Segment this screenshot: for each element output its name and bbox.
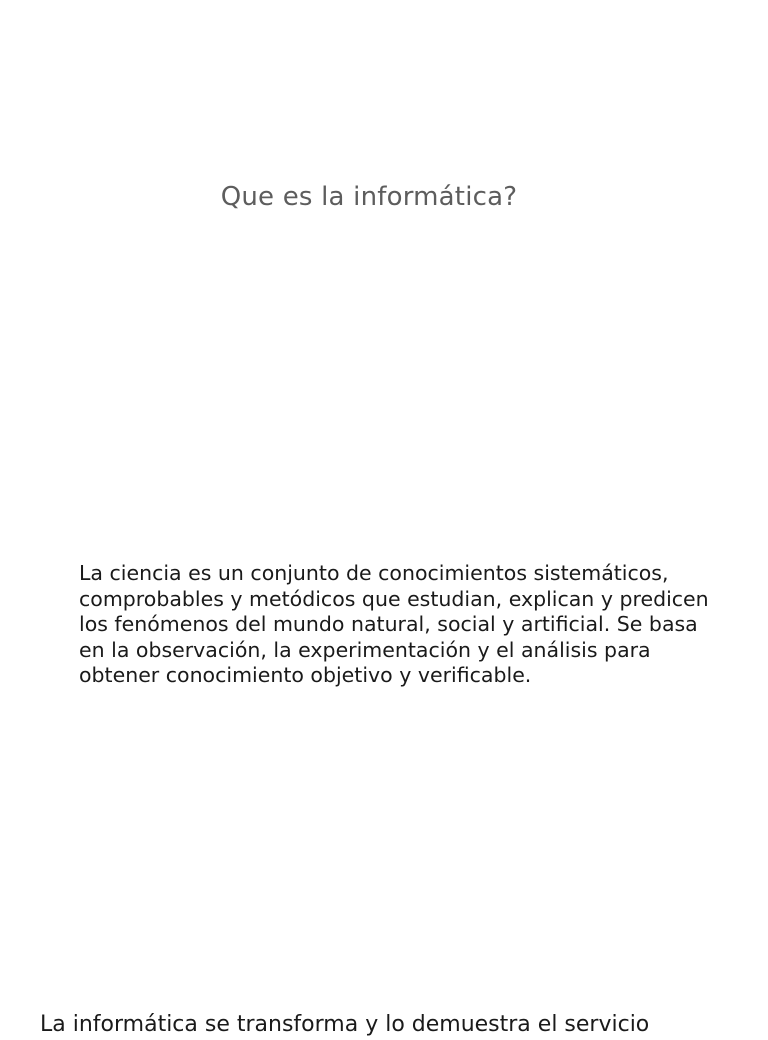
science-definition-paragraph: La ciencia es un conjunto de conocimientos sistemáticos, comprobables y metódicos que estudian, explican y predicen los fenómenos del mundo natural, social y artificial. Se basa en la observación, la experimentación y el análisis para obtener conocimiento objetivo y verificable.	[79, 561, 709, 687]
page-title: Que es la informática?	[220, 182, 518, 212]
cut-off-text-line: La informática se transforma y lo demuestra el servicio	[40, 1012, 650, 1037]
